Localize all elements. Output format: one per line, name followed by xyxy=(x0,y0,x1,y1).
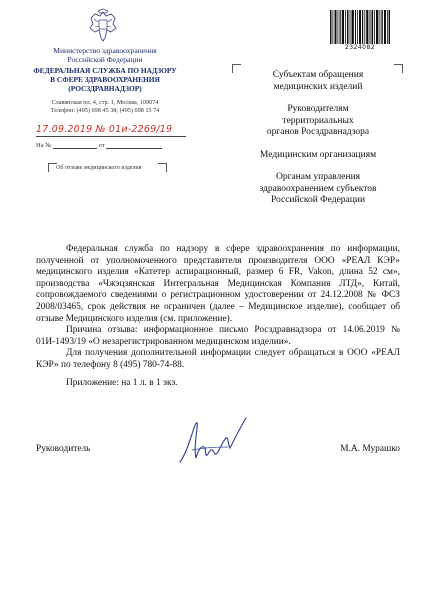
signatory-role: Руководитель xyxy=(36,444,91,454)
barcode-icon xyxy=(330,10,390,44)
barcode-number: 2324082 xyxy=(344,44,376,51)
attachment-note: Приложение: на 1 л. в 1 экз. xyxy=(66,378,178,388)
body-paragraph-3: Для получения дополнительной информации следует обращаться в ООО «РЕАЛ КЭР» по телефону 8 (495) 780-74-88. xyxy=(36,348,400,370)
service-name: ФЕДЕРАЛЬНАЯ СЛУЖБА ПО НАДЗОРУ В СФЕРЕ ЗДРАВООХРАНЕНИЯ (РОСЗДРАВНАДЗОР) xyxy=(33,66,177,93)
service-address: Славянская пл. 4, стр. 1, Москва, 109074 Телефон: (495) 698 45 38; (495) 698 15 74 xyxy=(50,99,160,114)
ministry-name: Министерство здравоохранения Российской Федерации xyxy=(53,46,157,64)
recipient-4: Органам управления здравоохранением субъектов Российской Федерации xyxy=(259,172,377,205)
date-number-line xyxy=(36,124,196,138)
recipient-3: Медицинским организациям xyxy=(259,149,377,160)
date-underline xyxy=(36,136,186,137)
reference-line: На № от xyxy=(36,142,162,149)
handwritten-signature xyxy=(172,414,252,472)
date-number-handwritten: 17.09.2019 № 01и-2269/19 xyxy=(36,124,173,135)
subject-line: Об отзыве медицинского изделия xyxy=(56,165,142,171)
signatory-name: М.А. Мурашко xyxy=(340,444,400,454)
letter-body xyxy=(36,244,400,372)
body-paragraph-2: Причина отзыва: информационное письмо Росздравнадзора от 14.06.2019 № 01И-1493/19 «О незарегистрированном медицинском изделии». xyxy=(36,325,400,347)
recipient-1: Субъектам обращения медицинских изделий xyxy=(272,70,364,92)
body-paragraph-1: Федеральная служба по надзору в сфере здравоохранения по информации, полученной от уполномоченного представителя производителя ООО «РЕАЛ КЭР» медицинского изделия «Катетер аспирационный, размер 6 FR, Vakon, длина 52 см», производства «Чжэцзянская Интегральная Медицинская Компания ЛТД», Китай, сопровождаемого сведениями о регистрационном удостоверении от 24.12.2008 № ФСЗ 2008/03465, срок действия не ограничен (далее – Медицинское изделие), сообщает об отзыве Медицинского изделия (см. приложение). xyxy=(36,244,400,324)
recipient-2: Руководителям территориальных органов Росздравнадзора xyxy=(266,104,370,137)
subject-corner-right xyxy=(158,163,167,172)
recipients-block xyxy=(238,70,398,218)
coat-of-arms-icon xyxy=(86,8,120,44)
